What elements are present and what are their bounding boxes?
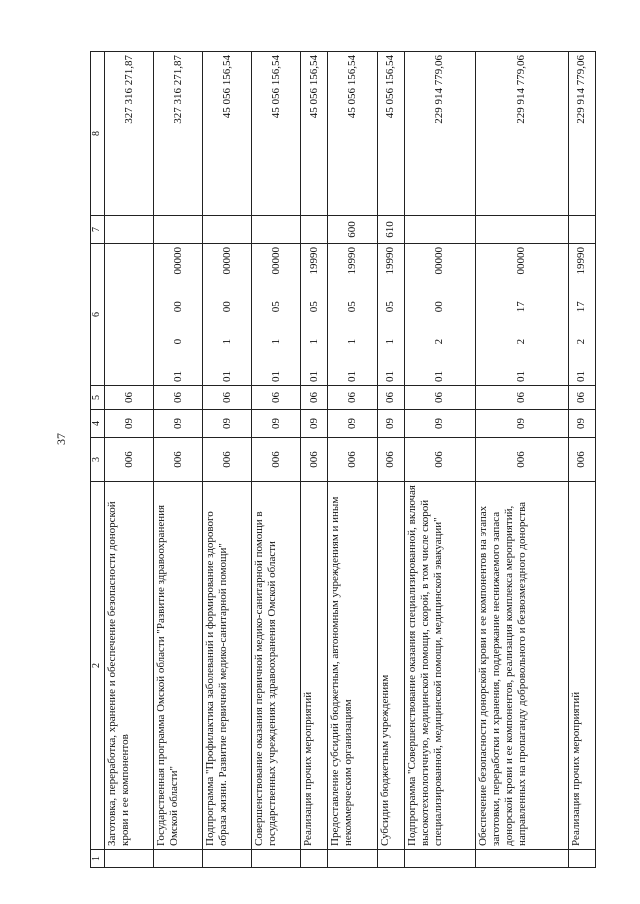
row-index-cell	[252, 850, 301, 868]
target-article-part: 1	[269, 338, 282, 345]
section-code-cell: 09	[252, 410, 301, 438]
target-article-code	[515, 247, 528, 382]
target-article-cell	[203, 244, 252, 386]
row-name-cell: Обеспечение безопасности донорской крови и ее компонентов на этапах заготовки, переработки и хранения, поддержание неснижаемого запаса донорской крови и ее компонентов, реализация комплекса мероприятий, направленных на пропаганду добровольного и безвозмездного донорства	[475, 482, 568, 850]
target-article-cell	[154, 244, 203, 386]
target-article-cell	[301, 244, 328, 386]
row-name-cell: Субсидии бюджетным учреждениям	[377, 482, 404, 850]
amount-cell: 45 056 156,54	[301, 52, 328, 216]
ministry-code-cell: 006	[105, 438, 154, 482]
column-number: 3	[91, 438, 105, 482]
target-article-part: 2	[575, 338, 588, 345]
section-code-cell: 09	[404, 410, 475, 438]
expense-type-cell: 600	[328, 216, 377, 244]
row-index-cell	[377, 850, 404, 868]
section-code-cell: 09	[568, 410, 595, 438]
column-number: 5	[91, 386, 105, 410]
ministry-code-cell: 006	[328, 438, 377, 482]
expense-type-cell	[154, 216, 203, 244]
subsection-code-cell: 06	[328, 386, 377, 410]
target-article-part: 01	[346, 371, 359, 382]
expense-type-cell	[252, 216, 301, 244]
target-article-part: 00000	[220, 247, 233, 275]
section-code-cell: 09	[154, 410, 203, 438]
amount-cell: 45 056 156,54	[328, 52, 377, 216]
target-article-part: 2	[433, 338, 446, 345]
expense-type-cell	[404, 216, 475, 244]
target-article-part: 1	[346, 338, 359, 345]
subsection-code-cell: 06	[154, 386, 203, 410]
target-article-cell	[475, 244, 568, 386]
section-code-cell: 09	[475, 410, 568, 438]
row-name-cell: Реализация прочих мероприятий	[568, 482, 595, 850]
row-name-cell: Подпрограмма "Профилактика заболеваний и формирование здорового образа жизни. Развитие первичной медико-санитарной помощи"	[203, 482, 252, 850]
expense-type-cell	[475, 216, 568, 244]
table-row	[475, 52, 568, 868]
target-article-code	[308, 247, 321, 382]
column-number: 6	[91, 244, 105, 386]
section-code-cell: 09	[203, 410, 252, 438]
row-index-cell	[568, 850, 595, 868]
target-article-part: 05	[384, 301, 397, 313]
subsection-code-cell: 06	[203, 386, 252, 410]
target-article-cell	[568, 244, 595, 386]
amount-cell: 327 316 271,87	[105, 52, 154, 216]
column-number: 2	[91, 482, 105, 850]
ministry-code-cell: 006	[404, 438, 475, 482]
subsection-code-cell: 06	[568, 386, 595, 410]
target-article-part: 00	[433, 301, 446, 313]
target-article-part: 19990	[384, 247, 397, 275]
ministry-code-cell: 006	[301, 438, 328, 482]
target-article-part: 19990	[346, 247, 359, 275]
amount-cell: 45 056 156,54	[203, 52, 252, 216]
target-article-part: 01	[515, 371, 528, 382]
target-article-code	[270, 247, 283, 382]
target-article-code	[221, 247, 234, 382]
page-number: 37	[54, 433, 68, 445]
target-article-cell	[105, 244, 154, 386]
target-article-part: 01	[269, 371, 282, 382]
subsection-code-cell: 06	[377, 386, 404, 410]
expense-type-cell: 610	[377, 216, 404, 244]
amount-cell: 45 056 156,54	[252, 52, 301, 216]
row-name-cell: Подпрограмма "Совершенствование оказания специализированной, включая высокотехнологичную, медицинской помощи, скорой, в том числе скорой специализированной, медицинской помощи, медицинской эвакуации"	[404, 482, 475, 850]
ministry-code-cell: 006	[154, 438, 203, 482]
budget-table	[90, 51, 596, 868]
expense-type-cell	[105, 216, 154, 244]
row-index-cell	[105, 850, 154, 868]
table-row	[404, 52, 475, 868]
table-row	[568, 52, 595, 868]
table-row	[154, 52, 203, 868]
column-number: 8	[91, 52, 105, 216]
row-index-cell	[404, 850, 475, 868]
target-article-code	[433, 247, 446, 382]
budget-table-rotated	[90, 52, 596, 868]
target-article-part: 1	[307, 338, 320, 345]
target-article-part: 05	[269, 301, 282, 313]
table-row	[105, 52, 154, 868]
row-index-cell	[203, 850, 252, 868]
ministry-code-cell: 006	[475, 438, 568, 482]
expense-type-cell	[203, 216, 252, 244]
table-row	[203, 52, 252, 868]
target-article-part: 05	[346, 301, 359, 313]
target-article-part: 0	[171, 338, 184, 345]
subsection-code-cell: 06	[301, 386, 328, 410]
subsection-code-cell: 06	[475, 386, 568, 410]
table-row	[252, 52, 301, 868]
target-article-part: 00000	[515, 247, 528, 275]
target-article-part: 19990	[307, 247, 320, 275]
target-article-part: 00000	[269, 247, 282, 275]
section-code-cell: 09	[328, 410, 377, 438]
column-number: 1	[91, 850, 105, 868]
ministry-code-cell: 006	[252, 438, 301, 482]
section-code-cell: 09	[105, 410, 154, 438]
target-article-part: 19990	[575, 247, 588, 275]
target-article-code	[384, 247, 397, 382]
amount-cell: 229 914 779,06	[475, 52, 568, 216]
row-name-cell: Предоставление субсидий бюджетным, автономным учреждениям и иным некоммерческим организациям	[328, 482, 377, 850]
expense-type-cell	[568, 216, 595, 244]
target-article-cell	[404, 244, 475, 386]
table-row	[377, 52, 404, 868]
row-index-cell	[475, 850, 568, 868]
target-article-code	[575, 247, 588, 382]
target-article-part: 01	[220, 371, 233, 382]
row-name-cell: Реализация прочих мероприятий	[301, 482, 328, 850]
target-article-part: 00000	[433, 247, 446, 275]
target-article-part: 2	[515, 338, 528, 345]
subsection-code-cell: 06	[252, 386, 301, 410]
row-index-cell	[301, 850, 328, 868]
target-article-part: 01	[384, 371, 397, 382]
row-index-cell	[154, 850, 203, 868]
row-name-cell: Заготовка, переработка, хранение и обеспечение безопасности донорской крови и ее компонентов	[105, 482, 154, 850]
table-row	[328, 52, 377, 868]
target-article-part: 05	[307, 301, 320, 313]
amount-cell: 327 316 271,87	[154, 52, 203, 216]
expense-type-cell	[301, 216, 328, 244]
row-name-cell: Совершенствование оказания первичной медико-санитарной помощи в государственных учреждениях здравоохранения Омской области	[252, 482, 301, 850]
target-article-part: 01	[575, 371, 588, 382]
row-name-cell: Государственная программа Омской области "Развитие здравоохранения Омской области"	[154, 482, 203, 850]
amount-cell: 229 914 779,06	[568, 52, 595, 216]
target-article-part: 01	[307, 371, 320, 382]
target-article-part: 00	[220, 301, 233, 313]
target-article-part: 01	[171, 371, 184, 382]
ministry-code-cell: 006	[203, 438, 252, 482]
target-article-part: 17	[575, 301, 588, 313]
ministry-code-cell: 006	[568, 438, 595, 482]
target-article-cell	[328, 244, 377, 386]
column-number: 4	[91, 410, 105, 438]
amount-cell: 229 914 779,06	[404, 52, 475, 216]
row-index-cell	[328, 850, 377, 868]
table-row	[301, 52, 328, 868]
column-number-row	[91, 52, 105, 868]
ministry-code-cell: 006	[377, 438, 404, 482]
target-article-part: 17	[515, 301, 528, 313]
subsection-code-cell: 06	[105, 386, 154, 410]
target-article-code	[172, 247, 185, 382]
column-number: 7	[91, 216, 105, 244]
target-article-cell	[252, 244, 301, 386]
target-article-part: 1	[384, 338, 397, 345]
target-article-code	[346, 247, 359, 382]
amount-cell: 45 056 156,54	[377, 52, 404, 216]
section-code-cell: 09	[301, 410, 328, 438]
target-article-part: 00000	[171, 247, 184, 275]
target-article-part: 1	[220, 338, 233, 345]
target-article-cell	[377, 244, 404, 386]
subsection-code-cell: 06	[404, 386, 475, 410]
table-body	[91, 52, 596, 868]
target-article-part: 01	[433, 371, 446, 382]
section-code-cell: 09	[377, 410, 404, 438]
target-article-part: 00	[171, 301, 184, 313]
